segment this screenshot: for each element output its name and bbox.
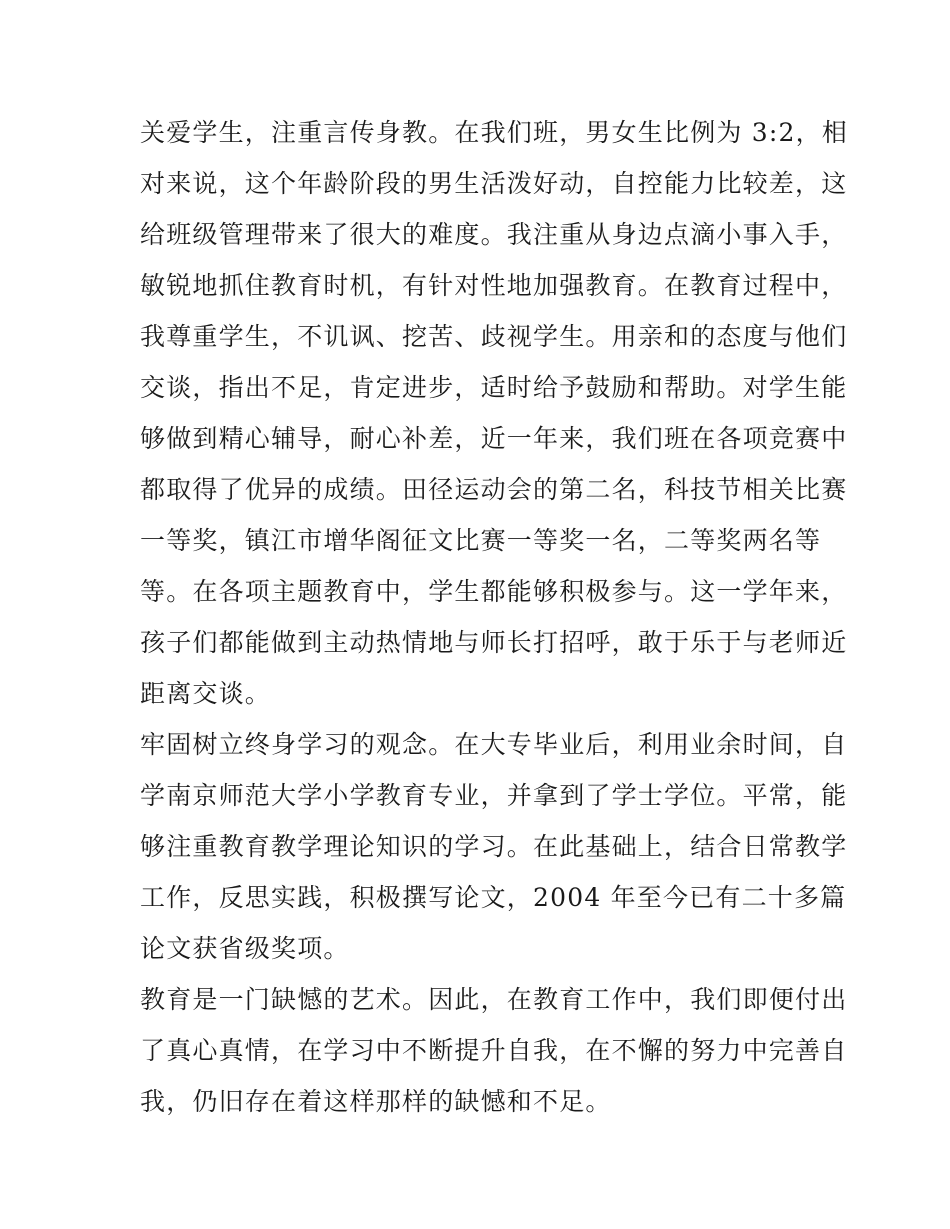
paragraph-reflection [140, 974, 848, 1127]
text-line: 距离交谈。 [140, 679, 272, 708]
text-line: 都取得了优异的成绩。田径运动会的第二名，科技节相关比赛 [140, 475, 848, 504]
text-line: 等。在各项主题教育中，学生都能够积极参与。这一学年来， [140, 577, 848, 606]
text-line: 教育是一门缺憾的艺术。因此，在教育工作中，我们即便付出 [140, 985, 848, 1014]
text-line: 够注重教育教学理论知识的学习。在此基础上，结合日常教学 [140, 832, 848, 861]
text-line: 给班级管理带来了很大的难度。我注重从身边点滴小事入手， [140, 220, 848, 249]
text-line: 一等奖，镇江市增华阁征文比赛一等奖一名，二等奖两名等 [140, 526, 822, 555]
text-line: 论文获省级奖项。 [140, 934, 350, 963]
text-line: 对来说，这个年龄阶段的男生活泼好动，自控能力比较差，这 [140, 169, 848, 198]
text-line: 敏锐地抓住教育时机，有针对性地加强教育。在教育过程中， [140, 271, 848, 300]
document-body [140, 107, 848, 1127]
text-line: 学南京师范大学小学教育专业，并拿到了学士学位。平常，能 [140, 781, 848, 810]
text-line: 我尊重学生，不讥讽、挖苦、歧视学生。用亲和的态度与他们 [140, 322, 848, 351]
text-line: 了真心真情，在学习中不断提升自我，在不懈的努力中完善自 [140, 1036, 848, 1065]
text-line: 孩子们都能做到主动热情地与师长打招呼，敢于乐于与老师近 [140, 628, 848, 657]
paragraph-student-care [140, 107, 848, 719]
text-line: 我，仍旧存在着这样那样的缺憾和不足。 [140, 1087, 612, 1116]
text-line: 够做到精心辅导，耐心补差，近一年来，我们班在各项竞赛中 [140, 424, 848, 453]
text-line: 牢固树立终身学习的观念。在大专毕业后，利用业余时间，自 [140, 730, 848, 759]
paragraph-lifelong-learning [140, 719, 848, 974]
text-line: 工作，反思实践，积极撰写论文，2004 年至今已有二十多篇 [140, 883, 847, 912]
text-line: 交谈，指出不足，肯定进步，适时给予鼓励和帮助。对学生能 [140, 373, 848, 402]
text-line: 关爱学生，注重言传身教。在我们班，男女生比例为 3:2，相 [140, 118, 848, 147]
